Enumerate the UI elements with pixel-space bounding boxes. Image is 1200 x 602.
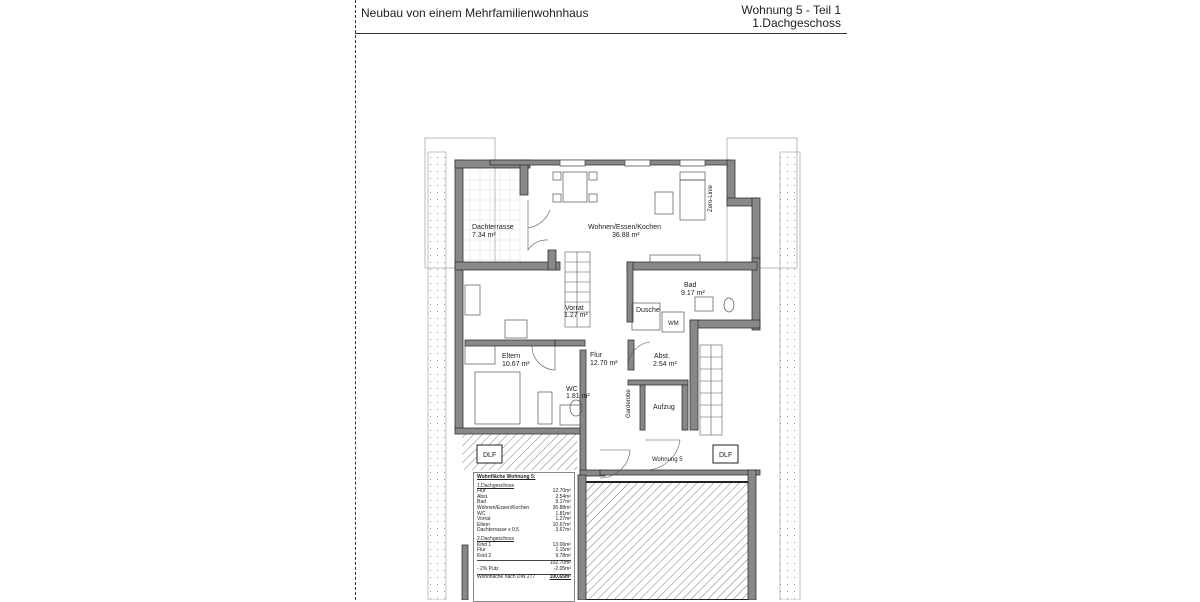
area-putz: - 2% Putz -2.05m² <box>477 565 571 572</box>
area-row: Bad 9.17m² <box>477 499 571 506</box>
wohnung5-label: Wohnung 5 <box>652 457 683 463</box>
area-row: Vorrat 1.27m² <box>477 516 571 523</box>
area-row: Kind 1 13.06m² <box>477 541 571 548</box>
hatched-void <box>580 482 755 600</box>
terrace-floor <box>461 170 521 262</box>
room-dachterrasse-area: 7.34 m² <box>472 232 496 239</box>
room-eltern-name: Eltern <box>502 353 521 360</box>
roof-strip-right <box>780 152 800 600</box>
room-vorrat-area: 1.27 m² <box>564 312 588 319</box>
room-vorrat-name: Vorrat <box>565 305 584 312</box>
room-wc-area: 1.81 m² <box>566 393 590 400</box>
area-table-title: Wohnfläche Wohnung 5: <box>477 474 536 480</box>
room-dusche: Dusche <box>636 307 660 314</box>
area-table <box>473 472 575 602</box>
dlf-label-left: DLF <box>483 452 497 459</box>
room-bad-name: Bad <box>684 282 697 289</box>
windows <box>560 160 705 166</box>
area-row: Eltern 10.67m² <box>477 521 571 528</box>
area-row: Wohnen/Essen/Kochen 36.88m² <box>477 504 571 511</box>
area-row: Kind 2 9.78m² <box>477 552 571 559</box>
roof-strip-left <box>428 152 446 600</box>
room-wohnen-area: 36.88 m² <box>612 232 640 239</box>
room-flur-name: Flur <box>590 352 603 359</box>
area-table-section1: 1.Dachgeschoss <box>477 482 514 489</box>
area-row: WC 1.81m² <box>477 510 571 517</box>
room-wc-name: WC <box>566 386 578 393</box>
room-dachterrasse-name: Dachterrasse <box>472 224 514 231</box>
area-row: Flur 1.15m² <box>477 547 571 554</box>
area-total: Wohnfläche nach DIN 277 100.65m² <box>477 573 571 580</box>
area-table-section2: 2.Dachgeschoss <box>477 535 514 542</box>
room-aufzug: Aufzug <box>653 404 675 411</box>
room-wohnen-name: Wohnen/Essen/Kochen <box>588 224 662 231</box>
garderobe-label: Garderobe <box>626 389 632 418</box>
room-flur-area: 12.70 m² <box>590 360 618 367</box>
dlf-label-right: DLF <box>719 452 733 459</box>
room-abst-name: Abst. <box>654 353 670 360</box>
area-subtotal: 102.70m² <box>477 560 571 567</box>
project-title: Neubau von einem Mehrfamilienwohnhaus <box>361 6 589 20</box>
area-row: Flur 12.70m² <box>477 488 571 495</box>
room-abst-area: 2.54 m² <box>653 361 677 368</box>
room-eltern-area: 10.67 m² <box>502 361 530 368</box>
area-row: Dachterrasse x 0,5 3.67m² <box>477 527 571 534</box>
floor-title: 1.Dachgeschoss <box>752 16 841 30</box>
room-wm: WM <box>668 321 679 327</box>
zero-line-label: Zero-Linie <box>708 184 714 212</box>
area-row: Abst. 2.54m² <box>477 493 571 500</box>
unit-title: Wohnung 5 - Teil 1 <box>741 3 841 17</box>
room-bad-area: 9.17 m² <box>681 290 705 297</box>
